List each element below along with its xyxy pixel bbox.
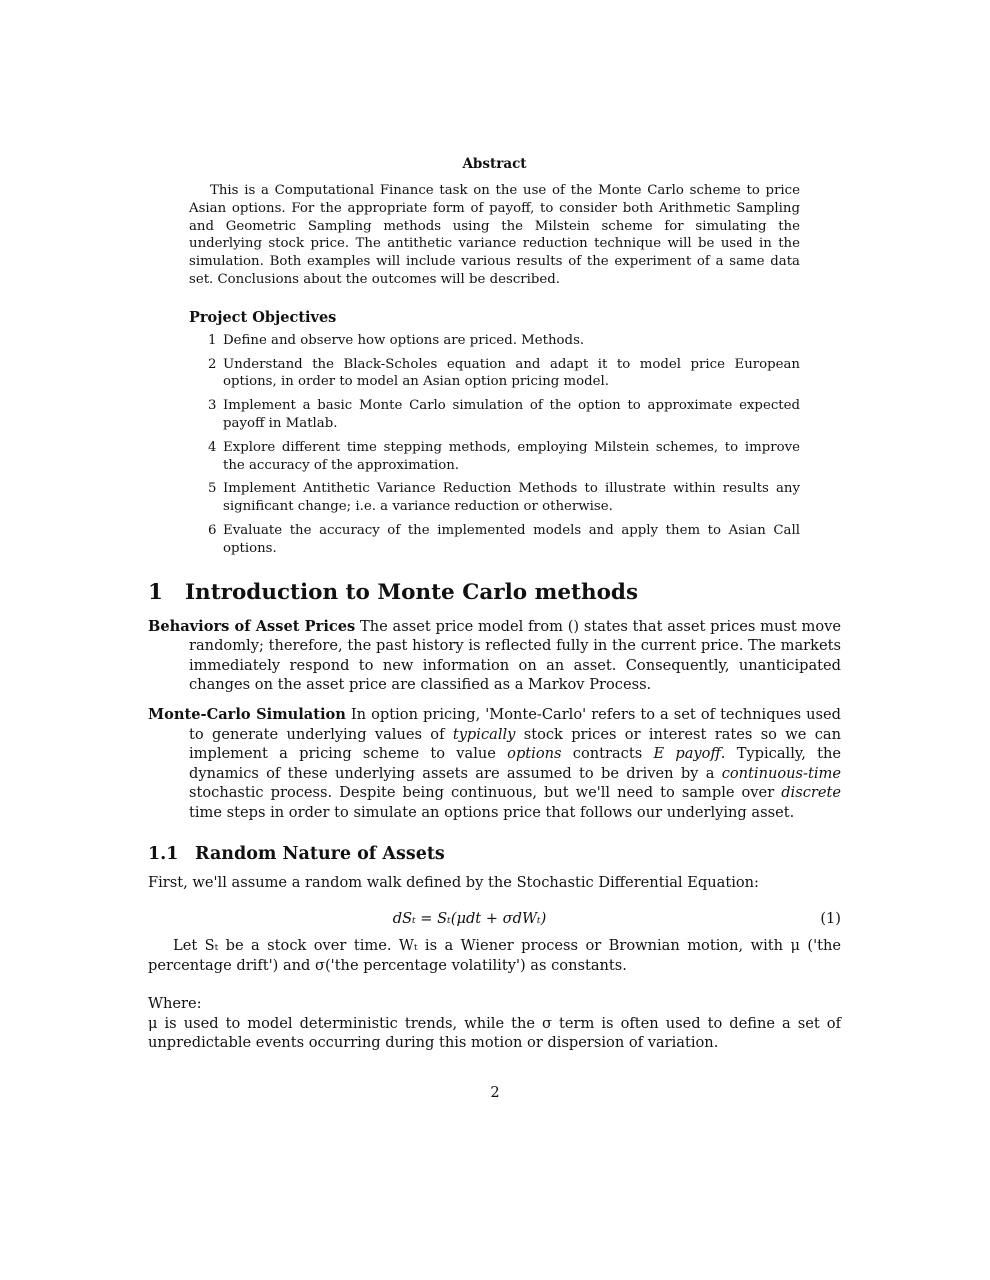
abstract-body: This is a Computational Finance task on the use of the Monte Carlo scheme to price Asian options. For the appropriate form of payoff, to consider both Arithmetic Sampling and Geometric Sampling methods using the Milstein scheme for simulating the underlying stock price. The antithetic variance reduction technique will be used in the simulation. Both examples will include various results of the experiment of a same data set. Conclusions about the outcomes will be described. <box>189 183 800 287</box>
subsection-intro: First, we'll assume a random walk defined by the Stochastic Differential Equation: <box>148 874 759 892</box>
where-label: Where: <box>148 995 202 1013</box>
description-text: In option pricing, 'Monte-Carlo' refers to a set of techniques used to generate underlying values of <box>189 705 841 743</box>
equation-body: dSₜ = Sₜ(μdt + σdWₜ) <box>392 910 547 928</box>
objective-text: Evaluate the accuracy of the implemented models and apply them to Asian Call options. <box>223 522 800 556</box>
description-term: Monte-Carlo Simulation <box>148 705 346 723</box>
description-text: stock prices or interest rates so we can implement a pricing scheme to value <box>189 725 842 763</box>
objective-item <box>189 356 800 392</box>
emphasis: discrete <box>781 784 841 802</box>
emphasis: typically <box>452 725 516 743</box>
description-text: The asset price model from () states that asset prices must move randomly; therefore, the past history is reflected fully in the current price. The markets immediately respond to new information on an asset. Consequently, unanticipated changes on the asset price are classified as a Markov Process. <box>189 617 841 694</box>
objective-number: 1 <box>208 332 217 348</box>
abstract-title: Abstract <box>462 156 527 172</box>
section-title: Introduction to Monte Carlo methods <box>185 579 639 605</box>
description-text: stochastic process. Despite being continuous, but we'll need to sample over <box>189 784 782 802</box>
page-number: 2 <box>490 1084 500 1101</box>
emphasis: E payoff <box>653 745 721 763</box>
description-term: Behaviors of Asset Prices <box>148 617 356 635</box>
subsection-heading <box>148 844 841 864</box>
page-body <box>148 156 841 1053</box>
equation-number: (1) <box>820 910 841 928</box>
objective-number: 6 <box>208 522 217 538</box>
abstract <box>189 156 800 558</box>
objective-number: 4 <box>208 439 217 455</box>
description-monte-carlo <box>148 705 841 823</box>
objectives-heading: Project Objectives <box>189 308 337 326</box>
objective-item <box>189 439 800 475</box>
objective-number: 5 <box>208 481 217 497</box>
equation-1 <box>148 910 841 927</box>
objective-item <box>189 332 800 350</box>
description-text: contracts <box>561 745 654 763</box>
objective-item <box>189 397 800 433</box>
subsection-number: 1.1 <box>148 844 179 865</box>
equation-explanation: Let Sₜ be a stock over time. Wₜ is a Wiener process or Brownian motion, with μ ('the percentage drift') and σ('the percentage volatility') as constants. <box>148 937 841 974</box>
final-paragraph: μ is used to model deterministic trends, while the σ term is often used to define a set of unpredictable events occurring during this motion or dispersion of variation. <box>148 1014 841 1052</box>
description-text: time steps in order to simulate an options price that follows our underlying asset. <box>189 803 795 821</box>
objective-text: Explore different time stepping methods, employing Milstein schemes, to improve the accuracy of the approximation. <box>223 439 800 473</box>
objective-number: 3 <box>208 398 217 414</box>
description-asset-prices <box>148 617 841 695</box>
objective-number: 2 <box>208 356 217 372</box>
objective-text: Define and observe how options are priced. Methods. <box>223 332 585 348</box>
section-number: 1 <box>148 579 163 605</box>
section-heading <box>148 580 841 605</box>
objective-text: Implement a basic Monte Carlo simulation of the option to approximate expected payoff in Matlab. <box>223 398 800 431</box>
objective-item <box>189 480 800 516</box>
objective-item <box>189 522 800 558</box>
objective-text: Implement Antithetic Variance Reduction Methods to illustrate within results any significant change; i.e. a variance reduction or otherwise. <box>223 481 800 515</box>
subsection-title: Random Nature of Assets <box>195 844 445 865</box>
emphasis: options <box>507 745 562 763</box>
description-text: . Typically, the dynamics of these underlying assets are assumed to be driven by a <box>189 745 841 782</box>
objective-text: Understand the Black-Scholes equation and adapt it to model price European options, in order to model an Asian option pricing model. <box>223 356 800 390</box>
emphasis: continuous-time <box>721 764 841 782</box>
objectives-list <box>189 332 800 558</box>
